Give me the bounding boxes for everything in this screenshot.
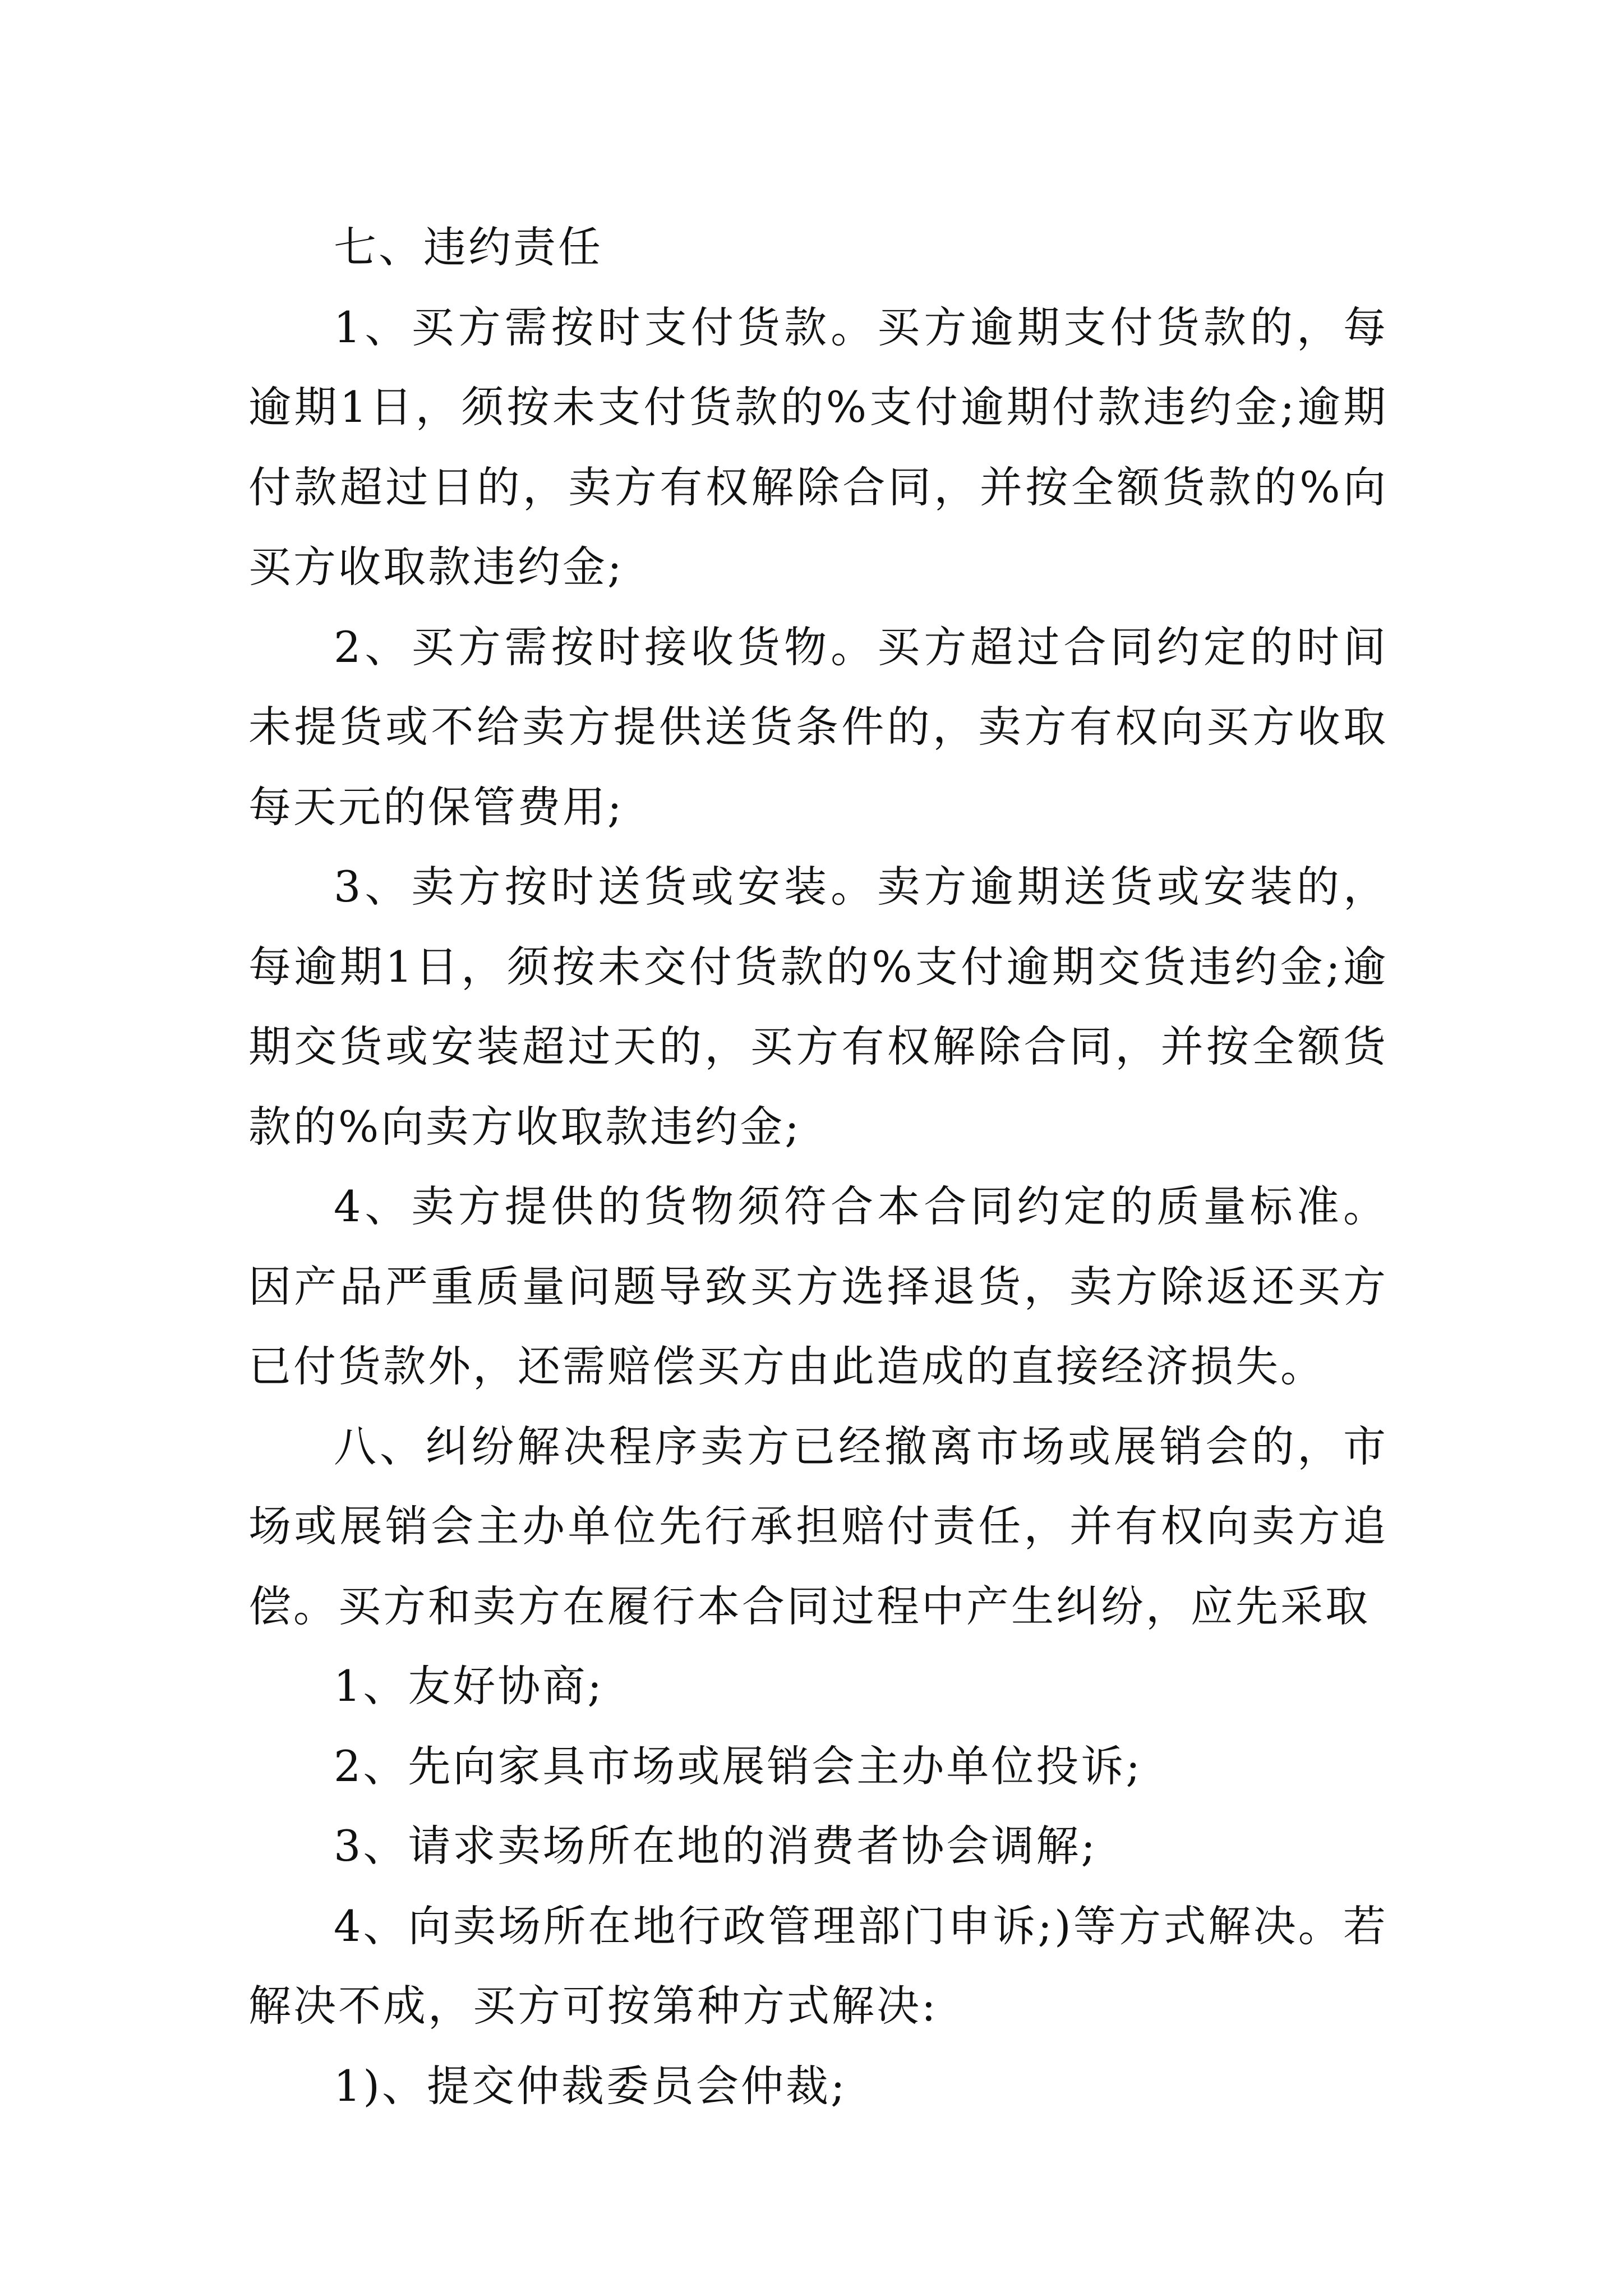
section-heading-breach-liability: 七、违约责任: [334, 222, 603, 272]
list-item-complaint: 2、先向家具市场或展销会主办单位投诉;: [334, 1741, 1142, 1791]
list-item-administrative-appeal: 4、向卖场所在地行政管理部门申诉;)等方式解决。若解决不成，买方可按第种方式解决:: [248, 1901, 1388, 2031]
clause-buyer-receipt: 2、买方需按时接收货物。买方超过合同约定的时间未提货或不给卖方提供送货条件的，卖方有权向买方收取每天元的保管费用;: [248, 622, 1388, 832]
clause-seller-quality: 4、卖方提供的货物须符合本合同约定的质量标准。因产品严重质量问题导致买方选择退货，卖方除返还买方已付货款外，还需赔偿买方由此造成的直接经济损失。: [248, 1181, 1388, 1391]
clause-seller-delivery: 3、卖方按时送货或安装。卖方逾期送货或安装的，每逾期1日，须按未交付货款的%支付逾期交货违约金;逾期交货或安装超过天的，买方有权解除合同，并按全额货款的%向卖方收取款违约金;: [248, 862, 1388, 1152]
section-heading-dispute-resolution: 八、纠纷解决程序卖方已经撤离市场或展销会的，市场或展销会主办单位先行承担赔付责任，并有权向卖方追偿。买方和卖方在履行本合同过程中产生纠纷，应先采取: [248, 1421, 1388, 1631]
list-item-negotiation: 1、友好协商;: [334, 1661, 604, 1711]
document-body: [248, 208, 1388, 2126]
list-item-arbitration: 1)、提交仲裁委员会仲裁;: [334, 2060, 847, 2111]
clause-buyer-payment: 1、买方需按时支付货款。买方逾期支付货款的，每逾期1日，须按未支付货款的%支付逾期付款违约金;逾期付款超过日的，卖方有权解除合同，并按全额货款的%向买方收取款违约金;: [248, 302, 1388, 592]
list-item-mediation: 3、请求卖场所在地的消费者协会调解;: [334, 1821, 1098, 1871]
